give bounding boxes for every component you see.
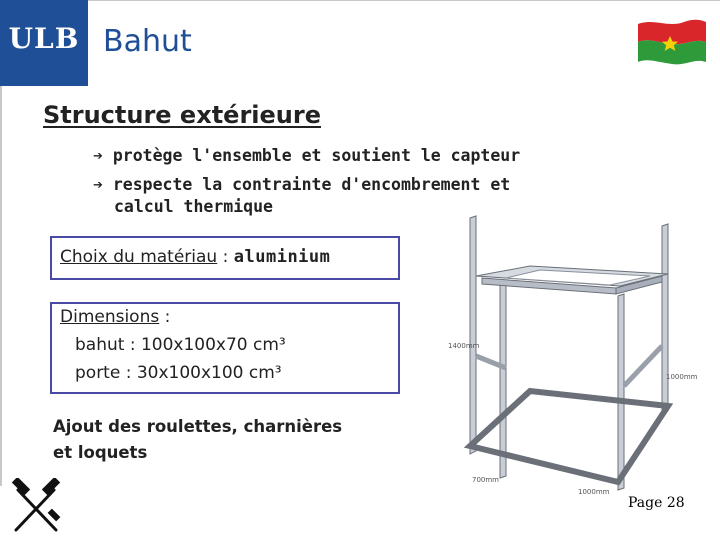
burkina-faso-flag-icon (634, 16, 710, 68)
dimensions-heading (60, 307, 170, 327)
slide-title: Bahut (103, 24, 192, 59)
right-dimension-label: 1000mm (666, 373, 698, 381)
dimension-bahut: bahut : 100x100x70 cm³ (75, 335, 286, 355)
width-dimension-label: 1000mm (578, 488, 610, 496)
dimensions-separator: : (159, 307, 171, 327)
left-divider (0, 86, 2, 486)
bullet-constraint-continued: calcul thermique (114, 197, 273, 216)
bullet-constraint: ➔ respecte la contrainte d'encombrement et (93, 175, 511, 194)
ulb-logo-text: ULB (8, 22, 80, 55)
height-dimension-label: 1400mm (448, 342, 480, 350)
crossed-hammers-icon (6, 478, 66, 538)
dimension-porte: porte : 30x100x100 cm³ (75, 363, 282, 383)
dimensions-label: Dimensions (60, 307, 160, 327)
note-line-1: Ajout des roulettes, charnières (53, 417, 343, 436)
section-subtitle: Structure extérieure (43, 101, 321, 129)
bullet-protection: ➔ protège l'ensemble et soutient le capteur (93, 146, 521, 165)
note-line-2: et loquets (53, 443, 148, 462)
material-line (60, 247, 330, 267)
material-label: Choix du matériau (60, 247, 218, 267)
material-value: aluminium (233, 247, 331, 267)
top-divider (88, 0, 720, 1)
page-number: Page 28 (628, 495, 685, 511)
depth-dimension-label: 700mm (472, 476, 499, 484)
aluminium-frame-diagram (440, 196, 720, 506)
material-separator: : (217, 247, 234, 267)
